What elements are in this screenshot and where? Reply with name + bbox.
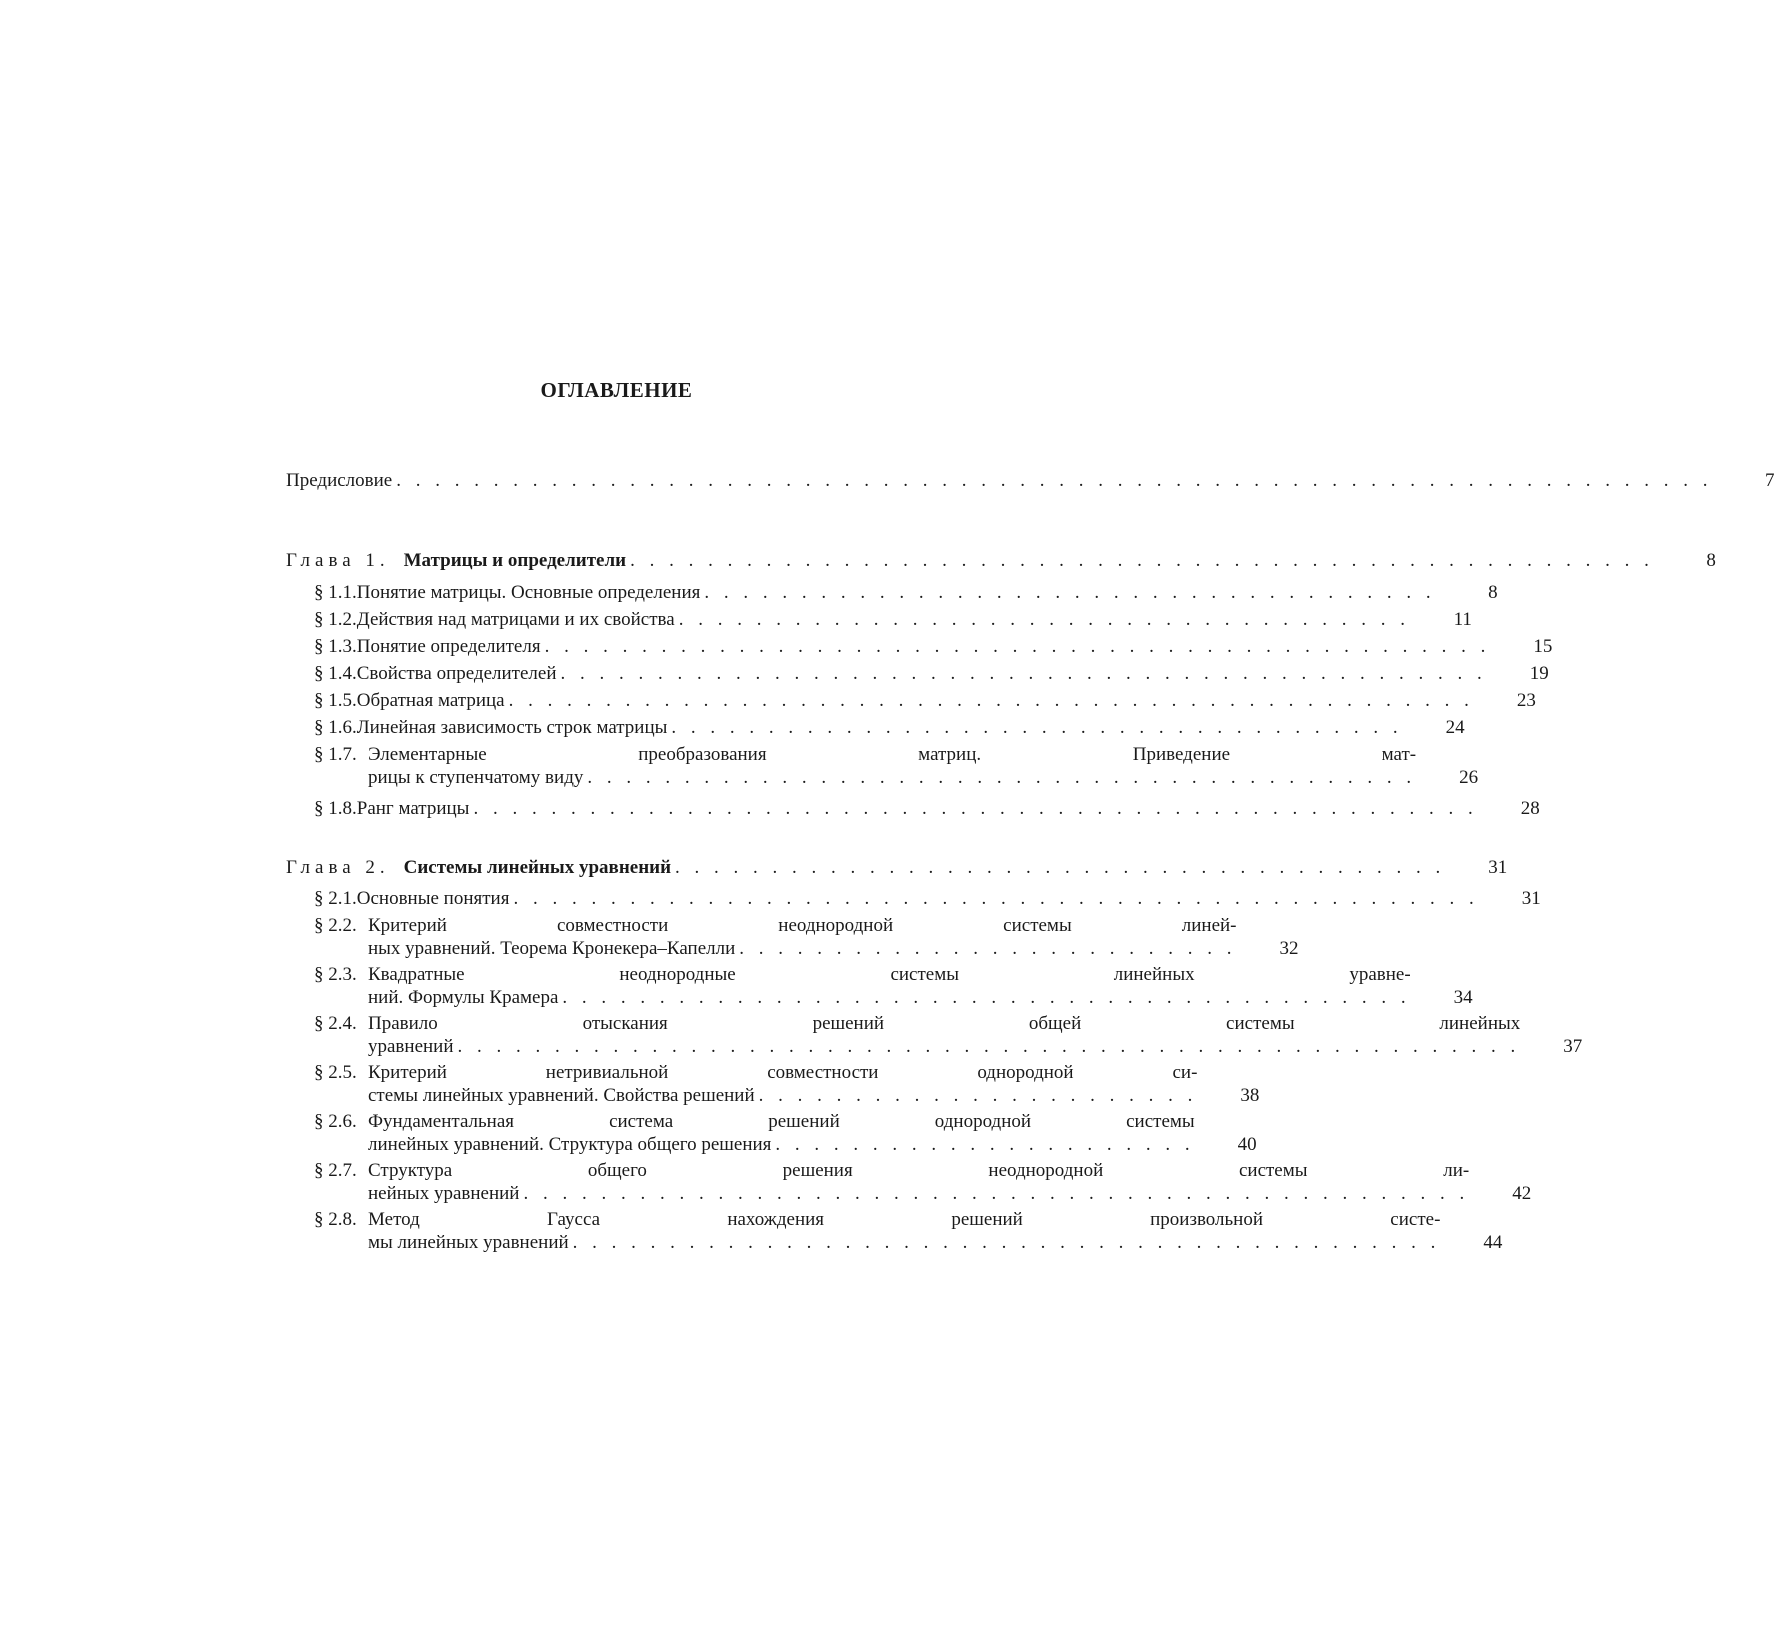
section-number: § 1.3. xyxy=(314,636,357,657)
toc-section-2-4[interactable] xyxy=(314,1012,1583,1058)
page-number: 23 xyxy=(1516,690,1536,711)
dot-leader: . . . . . . . . . . . . . . . . . . . . . . . . . . xyxy=(739,938,1237,959)
section-title: Понятие определителя xyxy=(356,636,541,657)
section-number: § 2.6. xyxy=(314,1111,357,1132)
section-title: Свойства определителей xyxy=(356,663,557,684)
toc-section-2-8[interactable] xyxy=(314,1208,1503,1254)
section-number: § 2.2. xyxy=(314,915,357,936)
page-number: 44 xyxy=(1483,1232,1503,1253)
page-number: 8 xyxy=(1706,550,1716,571)
toc-section-1-7[interactable] xyxy=(314,743,1479,789)
chapter-label: Глава 2. xyxy=(286,857,390,878)
toc-section-2-6[interactable] xyxy=(314,1110,1257,1156)
section-title-line-2: ний. Формулы Крамера xyxy=(368,987,559,1008)
section-number: § 2.5. xyxy=(314,1062,357,1083)
section-title-line-1: Метод Гаусса нахождения решений произвольной систе- xyxy=(368,1209,1441,1230)
toc-section-2-1[interactable] xyxy=(314,887,1541,910)
toc-section-1-3[interactable] xyxy=(314,635,1553,658)
chapter-title: Матрицы и определители xyxy=(403,550,627,571)
dot-leader: . . . . . . . . . . . . . . . . . . . . . . . . . . . . . . . . . . . . . . . . . . . . . . . . . . xyxy=(508,690,1474,711)
page-number: 24 xyxy=(1445,717,1465,738)
toc-chapter-1[interactable] xyxy=(286,549,1716,572)
section-title: Ранг матрицы xyxy=(356,798,470,819)
section-title: Действия над матрицами и их свойства xyxy=(356,609,675,630)
page-number: 38 xyxy=(1240,1085,1260,1106)
section-title-line-1: Квадратные неоднородные системы линейных уравне- xyxy=(368,964,1411,985)
section-title-line-2: стемы линейных уравнений. Свойства решений xyxy=(368,1085,755,1106)
page-number: 19 xyxy=(1529,663,1549,684)
section-number: § 1.1. xyxy=(314,582,357,603)
dot-leader: . . . . . . . . . . . . . . . . . . . . . . . xyxy=(758,1085,1198,1106)
page-number: 31 xyxy=(1521,888,1541,909)
page-number: 28 xyxy=(1520,798,1540,819)
dot-leader: . . . . . . . . . . . . . . . . . . . . . . . . . . . . . . . . . . . . . . xyxy=(704,582,1436,603)
toc-section-1-5[interactable] xyxy=(314,689,1536,712)
dot-leader: . . . . . . . . . . . . . . . . . . . . . . . . . . . . . . . . . . . . . . . . . . . . . . . . . xyxy=(523,1183,1470,1204)
toc-section-1-6[interactable] xyxy=(314,716,1465,739)
page-number: 42 xyxy=(1512,1183,1532,1204)
dot-leader: . . . . . . . . . . . . . . . . . . . . . . . . . . . . . . . . . . . . . . xyxy=(671,717,1403,738)
section-title: Основные понятия xyxy=(356,888,510,909)
section-title: Обратная матрица xyxy=(356,690,505,711)
page-number: 32 xyxy=(1279,938,1299,959)
section-title-line-1: Правило отыскания решений общей системы линейных xyxy=(368,1013,1521,1034)
dot-leader: . . . . . . . . . . . . . . . . . . . . . . . . . . . . . . . . . . . . . . . . . . . . . . . . . xyxy=(544,636,1491,657)
page-number: 31 xyxy=(1488,857,1508,878)
dot-leader: . . . . . . . . . . . . . . . . . . . . . . . . . . . . . . . . . . . . . . . . . . . . . . . . . . . . . . . . . . . . . . . . . . . . xyxy=(396,470,1713,491)
section-title-line-2: нейных уравнений xyxy=(368,1183,520,1204)
toc-preface[interactable] xyxy=(286,469,1774,492)
dot-leader: . . . . . . . . . . . . . . . . . . . . . . . . . . . . . . . . . . . . . . . . . . . . . xyxy=(572,1232,1441,1253)
page-number: 11 xyxy=(1453,609,1472,630)
chapter-title: Системы линейных уравнений xyxy=(403,857,672,878)
toc-section-2-5[interactable] xyxy=(314,1061,1260,1107)
dot-leader: . . . . . . . . . . . . . . . . . . . . . . . . . . . . . . . . . . . . . . . . . . . . . . . . . . . . xyxy=(473,798,1478,819)
page-title: ОГЛАВЛЕНИЕ xyxy=(540,378,693,402)
section-number: § 2.7. xyxy=(314,1160,357,1181)
section-number: § 2.3. xyxy=(314,964,357,985)
section-title-line-1: Критерий нетривиальной совместности однородной си- xyxy=(368,1062,1198,1083)
section-title-line-2: мы линейных уравнений xyxy=(368,1232,569,1253)
dot-leader: . . . . . . . . . . . . . . . . . . . . . . . . . . . . . . . . . . . . . . . . . . . . . . . . xyxy=(560,663,1487,684)
toc-section-2-3[interactable] xyxy=(314,963,1473,1009)
page-number: 7 xyxy=(1764,470,1774,491)
dot-leader: . . . . . . . . . . . . . . . . . . . . . . xyxy=(775,1134,1195,1155)
section-number: § 1.7. xyxy=(314,744,357,765)
section-number: § 2.8. xyxy=(314,1209,357,1230)
section-title-line-1: Элементарные преобразования матриц. Приведение мат- xyxy=(368,744,1417,765)
section-number: § 1.2. xyxy=(314,609,357,630)
chapter-label: Глава 1. xyxy=(286,550,390,571)
toc-section-1-4[interactable] xyxy=(314,662,1549,685)
toc-chapter-2[interactable] xyxy=(286,856,1508,879)
section-title-line-1: Структура общего решения неоднородной системы ли- xyxy=(368,1160,1470,1181)
section-title-line-1: Фундаментальная система решений однородной системы xyxy=(368,1111,1195,1132)
page-number: 8 xyxy=(1488,582,1498,603)
section-title: Понятие матрицы. Основные определения xyxy=(356,582,701,603)
section-number: § 2.4. xyxy=(314,1013,357,1034)
page-number: 26 xyxy=(1459,767,1479,788)
toc-section-1-8[interactable] xyxy=(314,797,1540,820)
toc-section-1-2[interactable] xyxy=(314,608,1472,631)
section-title-line-2: рицы к ступенчатому виду xyxy=(368,767,584,788)
toc-section-2-2[interactable] xyxy=(314,914,1299,960)
dot-leader: . . . . . . . . . . . . . . . . . . . . . . . . . . . . . . . . . . . . . . . . . . . . xyxy=(562,987,1411,1008)
page-number: 34 xyxy=(1453,987,1473,1008)
dot-leader: . . . . . . . . . . . . . . . . . . . . . . . . . . . . . . . . . . . . . . . . . . . . . . . . . . . . . . . xyxy=(457,1036,1521,1057)
section-title-line-2: ных уравнений. Теорема Кронекера–Капелли xyxy=(368,938,736,959)
section-number: § 1.8. xyxy=(314,798,357,819)
page-number: 37 xyxy=(1563,1036,1583,1057)
dot-leader: . . . . . . . . . . . . . . . . . . . . . . . . . . . . . . . . . . . . . . . . . . . xyxy=(587,767,1417,788)
dot-leader: . . . . . . . . . . . . . . . . . . . . . . . . . . . . . . . . . . . . . . xyxy=(678,609,1410,630)
section-title-line-2: линейных уравнений. Структура общего решения xyxy=(368,1134,772,1155)
dot-leader: . . . . . . . . . . . . . . . . . . . . . . . . . . . . . . . . . . . . . . . . . . . . . . . . . . xyxy=(513,888,1479,909)
section-title: Линейная зависимость строк матрицы xyxy=(356,717,668,738)
section-number: § 1.4. xyxy=(314,663,357,684)
section-title-line-1: Критерий совместности неоднородной системы линей- xyxy=(368,915,1237,936)
section-number: § 1.5. xyxy=(314,690,357,711)
toc-preface-label: Предисловие xyxy=(286,470,393,491)
dot-leader: . . . . . . . . . . . . . . . . . . . . . . . . . . . . . . . . . . . . . . . . . . . . . . . . . . . . . xyxy=(630,550,1654,571)
toc-section-2-7[interactable] xyxy=(314,1159,1532,1205)
toc-section-1-1[interactable] xyxy=(314,581,1498,604)
page-number: 40 xyxy=(1237,1134,1257,1155)
dot-leader: . . . . . . . . . . . . . . . . . . . . . . . . . . . . . . . . . . . . . . . . xyxy=(675,857,1446,878)
section-title-line-2: уравнений xyxy=(368,1036,454,1057)
section-number: § 2.1. xyxy=(314,888,357,909)
section-number: § 1.6. xyxy=(314,717,357,738)
page-number: 15 xyxy=(1533,636,1553,657)
